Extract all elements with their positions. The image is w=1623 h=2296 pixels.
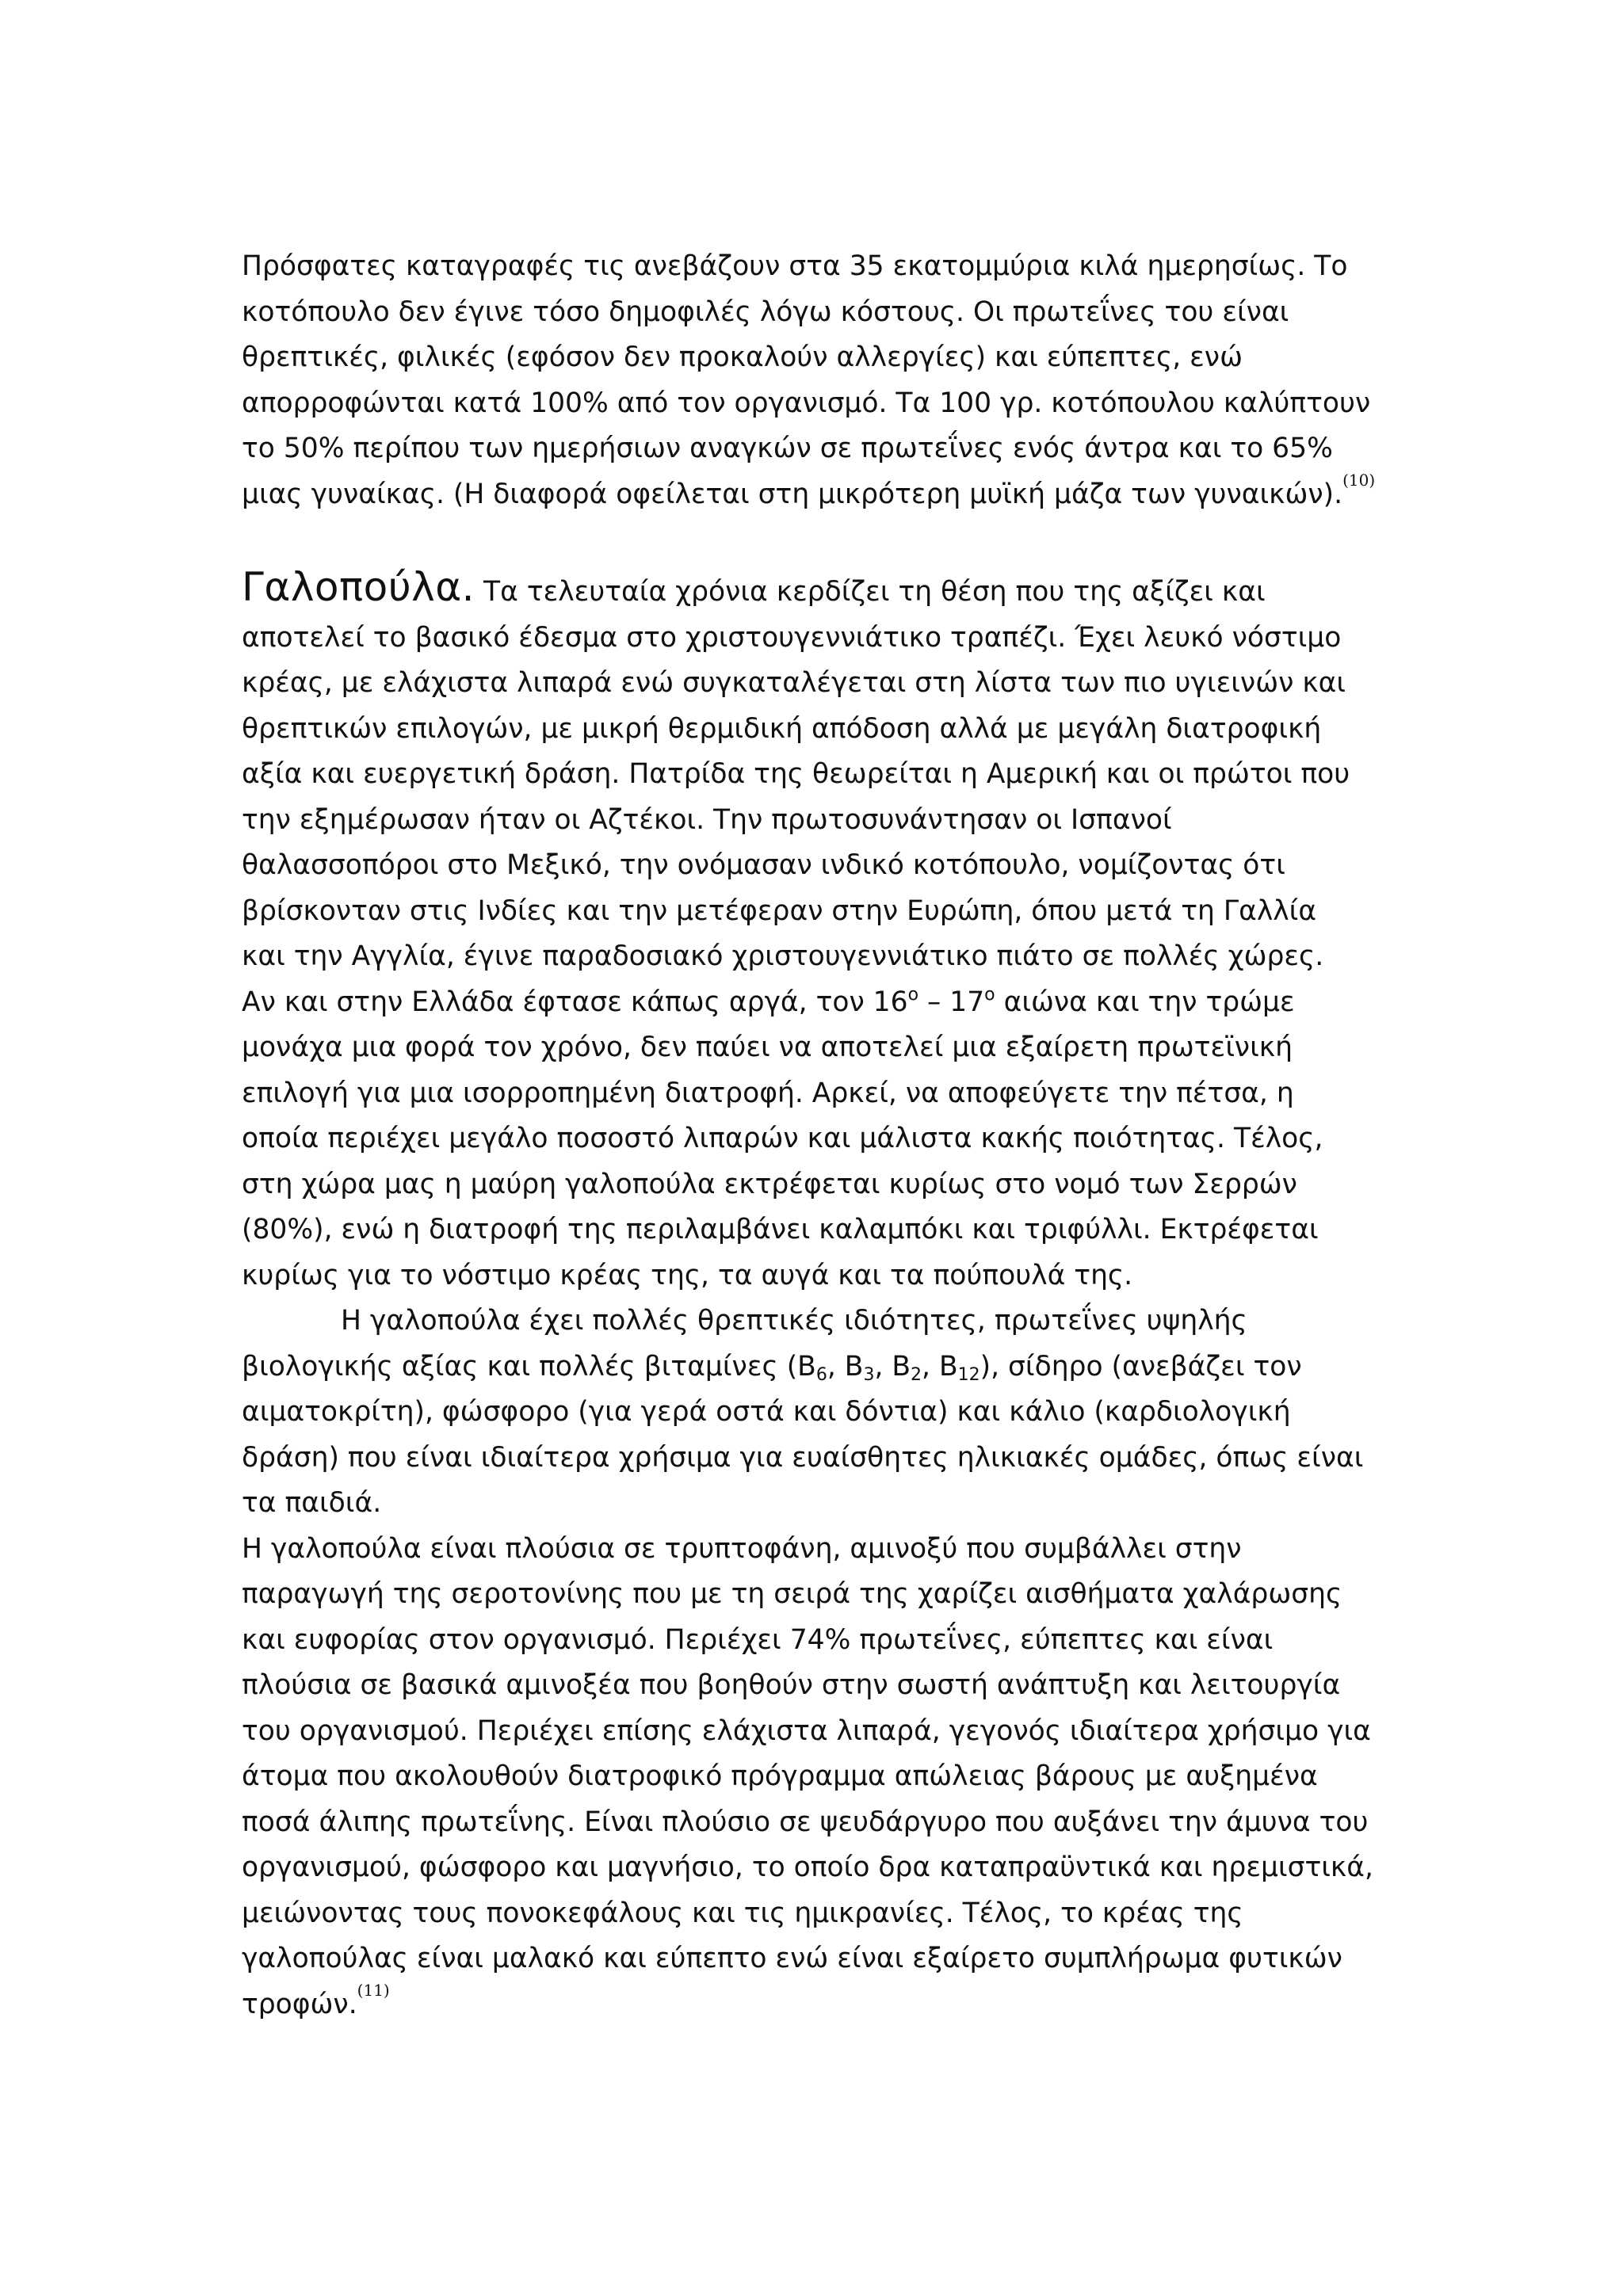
text-line: μειώνοντας τους πονοκεφάλους και τις ημικρανίες. Τέλος, το κρέας της [242, 1897, 1243, 1929]
text-line [242, 980, 1415, 1026]
text-line: κρέας, με ελάχιστα λιπαρά ενώ συγκαταλέγεται στη λίστα των πιο υγιεινών και [242, 667, 1346, 699]
text-line: άτομα που ακολουθούν διατροφικό πρόγραμμα απώλειας βάρους με αυξημένα [242, 1760, 1318, 1792]
text-run: , B [874, 1350, 911, 1383]
text-line: θρεπτικών επιλογών, με μικρή θερμιδική απόδοση αλλά με μεγάλη διατροφική [242, 712, 1322, 745]
text-line: τα παιδιά. [242, 1487, 382, 1519]
subscript: 3 [863, 1364, 875, 1385]
text-line: κυρίως για το νόστιμο κρέας της, τα αυγά και τα πούπουλά της. [242, 1259, 1133, 1291]
text-line: αξία και ευεργετική δράση. Πατρίδα της θεωρείται η Αμερική και οι πρώτοι που [242, 758, 1350, 790]
text-line: το 50% περίπου των ημερήσιων αναγκών σε πρωτεΐνες ενός άντρα και το 65% [242, 433, 1333, 464]
text-line: οποία περιέχει μεγάλο ποσοστό λιπαρών και μάλιστα κακής ποιότητας. Τέλος, [242, 1123, 1323, 1154]
paragraph-chicken [242, 244, 1415, 517]
text-run: , B [827, 1350, 864, 1383]
text-line [242, 472, 1415, 518]
text-line [242, 1982, 1415, 2028]
text-run: , B [922, 1350, 958, 1383]
paragraph-nutrients [242, 1299, 1415, 1527]
text-line: θρεπτικές, φιλικές (εφόσον δεν προκαλούν αλλεργίες) και εύπεπτες, ενώ [242, 341, 1243, 373]
text-line: βρίσκονταν στις Ινδίες και την μετέφεραν στην Ευρώπη, όπου μετά τη Γαλλία [242, 894, 1317, 927]
text-line: Πρόσφατες καταγραφές τις ανεβάζουν στα 35 εκατομμύρια κιλά ημερησίως. Το [242, 250, 1348, 282]
subscript: 2 [911, 1364, 922, 1385]
text-line: του οργανισμού. Περιέχει επίσης ελάχιστα λιπαρά, γεγονός ιδιαίτερα χρήσιμο για [242, 1714, 1371, 1747]
text-line: Η γαλοπούλα έχει πολλές θρεπτικές ιδιότητες, πρωτεΐνες υψηλής [341, 1305, 1247, 1337]
text-run: αιώνα και την τρώμε [995, 986, 1295, 1018]
text-line: Η γαλοπούλα είναι πλούσια σε τρυπτοφάνη, αμινοξύ που συμβάλλει στην [242, 1532, 1242, 1565]
text-line: αιματοκρίτη), φώσφορο (για γερά οστά και δόντια) και κάλιο (καρδιολογική [242, 1396, 1291, 1428]
text-run: – 17 [918, 986, 985, 1018]
text-line: αποτελεί το βασικό έδεσμα στο χριστουγεννιάτικο τραπέζι. Έχει λευκό νόστιμο [242, 621, 1342, 654]
text-line: και ευφορίας στον οργανισμό. Περιέχει 74% πρωτεΐνες, εύπεπτες και είναι [242, 1623, 1274, 1656]
text-run: Τα τελευταία χρόνια κερδίζει τη θέση που της αξίζει και [483, 576, 1266, 608]
text-line: θαλασσοπόροι στο Μεξικό, την ονόμασαν ινδικό κοτόπουλο, νομίζοντας ότι [242, 849, 1285, 881]
footnote-ref: (10) [1342, 470, 1376, 490]
text-line: δράση) που είναι ιδιαίτερα χρήσιμα για ευαίσθητες ηλικιακές ομάδες, όπως είναι [242, 1441, 1364, 1474]
text-run: μιας γυναίκας. (Η διαφορά οφείλεται στη μικρότερη μυϊκή μάζα των γυναικών). [242, 478, 1343, 510]
text-run: Αν και στην Ελλάδα έφτασε κάπως αργά, τον 16 [242, 986, 908, 1018]
ordinal-mark: ο [907, 984, 919, 1005]
text-line [242, 565, 1415, 616]
text-line: (80%), ενώ η διατροφή της περιλαμβάνει καλαμπόκι και τριφύλλι. Εκτρέφεται [242, 1214, 1319, 1245]
text-line: κοτόπουλο δεν έγινε τόσο δημοφιλές λόγω κόστους. Οι πρωτεΐνες του είναι [242, 296, 1289, 328]
text-run: τροφών. [242, 1988, 357, 2020]
ordinal-mark: ο [984, 984, 995, 1005]
footnote-ref: (11) [357, 1980, 390, 2000]
paragraph-gap [242, 517, 1415, 565]
text-run: ), σίδηρο (ανεβάζει τον [980, 1350, 1302, 1383]
paragraph-tryptophan [242, 1527, 1415, 2028]
subscript: 6 [815, 1364, 827, 1385]
text-line: πλούσια σε βασικά αμινοξέα που βοηθούν στην σωστή ανάπτυξη και λειτουργία [242, 1669, 1341, 1701]
text-line [242, 1344, 1415, 1390]
document-page [242, 244, 1415, 2027]
text-line: γαλοπούλας είναι μαλακό και εύπεπτο ενώ είναι εξαίρετο συμπλήρωμα φυτικών [242, 1943, 1342, 1974]
section-heading: Γαλοπούλα. [242, 564, 475, 610]
text-line: επιλογή για μια ισορροπημένη διατροφή. Αρκεί, να αποφεύγετε την πέτσα, η [242, 1077, 1294, 1109]
text-run: βιολογικής αξίας και πολλές βιταμίνες (B [242, 1350, 816, 1383]
text-line: οργανισμού, φώσφορο και μαγνήσιο, το οποίο δρα καταπραϋντικά και ηρεμιστικά, [242, 1852, 1373, 1883]
paragraph-turkey [242, 565, 1415, 1299]
text-line: και την Αγγλία, έγινε παραδοσιακό χριστουγεννιάτικο πιάτο σε πολλές χώρες. [242, 940, 1324, 972]
text-line: την εξημέρωσαν ήταν οι Αζτέκοι. Την πρωτοσυνάντησαν οι Ισπανοί [242, 803, 1172, 836]
text-line: ποσά άλιπης πρωτεΐνης. Είναι πλούσιο σε ψευδάργυρο που αυξάνει την άμυνα του [242, 1806, 1369, 1838]
text-line: παραγωγή της σεροτονίνης που με τη σειρά της χαρίζει αισθήματα χαλάρωσης [242, 1578, 1342, 1610]
subscript: 12 [957, 1364, 980, 1385]
text-line: μονάχα μια φορά τον χρόνο, δεν παύει να αποτελεί μια εξαίρετη πρωτεϊνική [242, 1032, 1293, 1063]
text-line: απορροφώνται κατά 100% από τον οργανισμό. Τα 100 γρ. κοτόπουλου καλύπτουν [242, 387, 1371, 419]
text-line: στη χώρα μας η μαύρη γαλοπούλα εκτρέφεται κυρίως στο νομό των Σερρών [242, 1168, 1297, 1200]
